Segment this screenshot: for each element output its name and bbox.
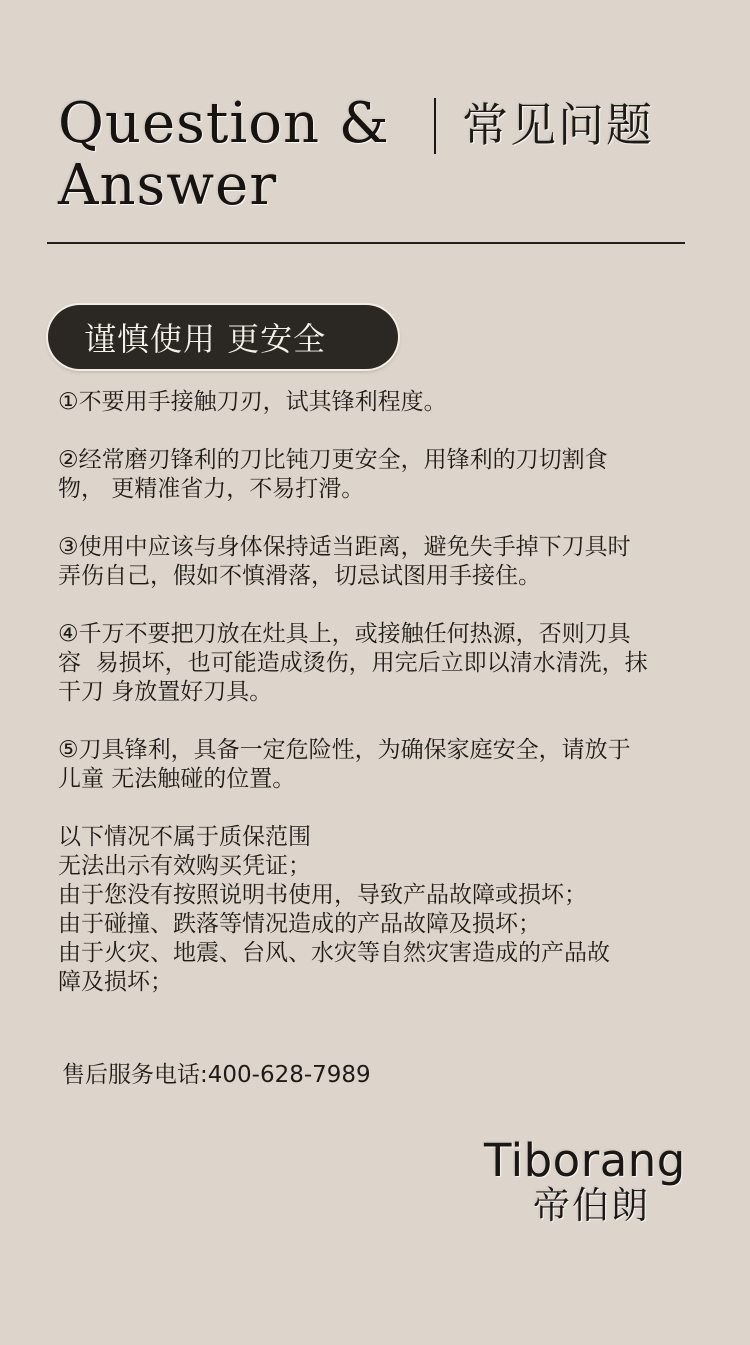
exclusion-item: 由于火灾、地震、台风、水灾等自然灾害造成的产品故 [58,940,610,966]
title-separator [434,98,436,154]
tip-line: 容 易损坏，也可能造成烫伤，用完后立即以清水清洗，抹 [58,650,648,676]
section-badge-label: 谨慎使用 更安全 [84,320,327,358]
title-cn: 常见问题 [462,98,654,152]
exclusion-item: 由于您没有按照说明书使用，导致产品故障或损坏； [58,882,587,908]
tip-3 [58,533,698,591]
content-body [58,388,698,997]
tip-5 [58,736,698,794]
tip-line: 儿童 无法触碰的位置。 [58,766,296,792]
title-en-line2: Answer [58,153,278,218]
tip-line: 干刀 身放置好刀具。 [58,679,273,705]
tip-2 [58,446,698,504]
title-en-line1: Question & [58,91,390,156]
tip-line: ②经常磨刃锋利的刀比钝刀更安全，用锋利的刀切割食 [58,447,608,473]
tip-1 [58,388,698,417]
tip-line: 弄伤自己，假如不慎滑落，切忌试图用手接住。 [58,563,541,589]
header-divider [47,242,685,244]
brand-name-cn: 帝伯朗 [533,1184,650,1227]
service-phone: 售后服务电话:400-628-7989 [62,1062,371,1088]
warranty-exclusions [58,823,698,997]
exclusion-item: 障及损坏； [58,969,173,995]
exclusion-item: 由于碰撞、跌落等情况造成的产品故障及损坏； [58,911,541,937]
exclusion-item: 无法出示有效购买凭证； [58,853,311,879]
tip-line: ①不要用手接触刀刃，试其锋利程度。 [58,389,447,415]
tip-line: ④千万不要把刀放在灶具上，或接触任何热源，否则刀具 [58,621,631,647]
exclusions-heading: 以下情况不属于质保范围 [58,824,311,850]
tip-line: 物， 更精准省力，不易打滑。 [58,476,365,502]
tip-line: ⑤刀具锋利，具备一定危险性，为确保家庭安全，请放于 [58,737,631,763]
tip-line: ③使用中应该与身体保持适当距离，避免失手掉下刀具时 [58,534,631,560]
section-badge [48,305,398,369]
tip-4 [58,620,698,707]
brand-name-en: Tiborang [484,1134,686,1187]
